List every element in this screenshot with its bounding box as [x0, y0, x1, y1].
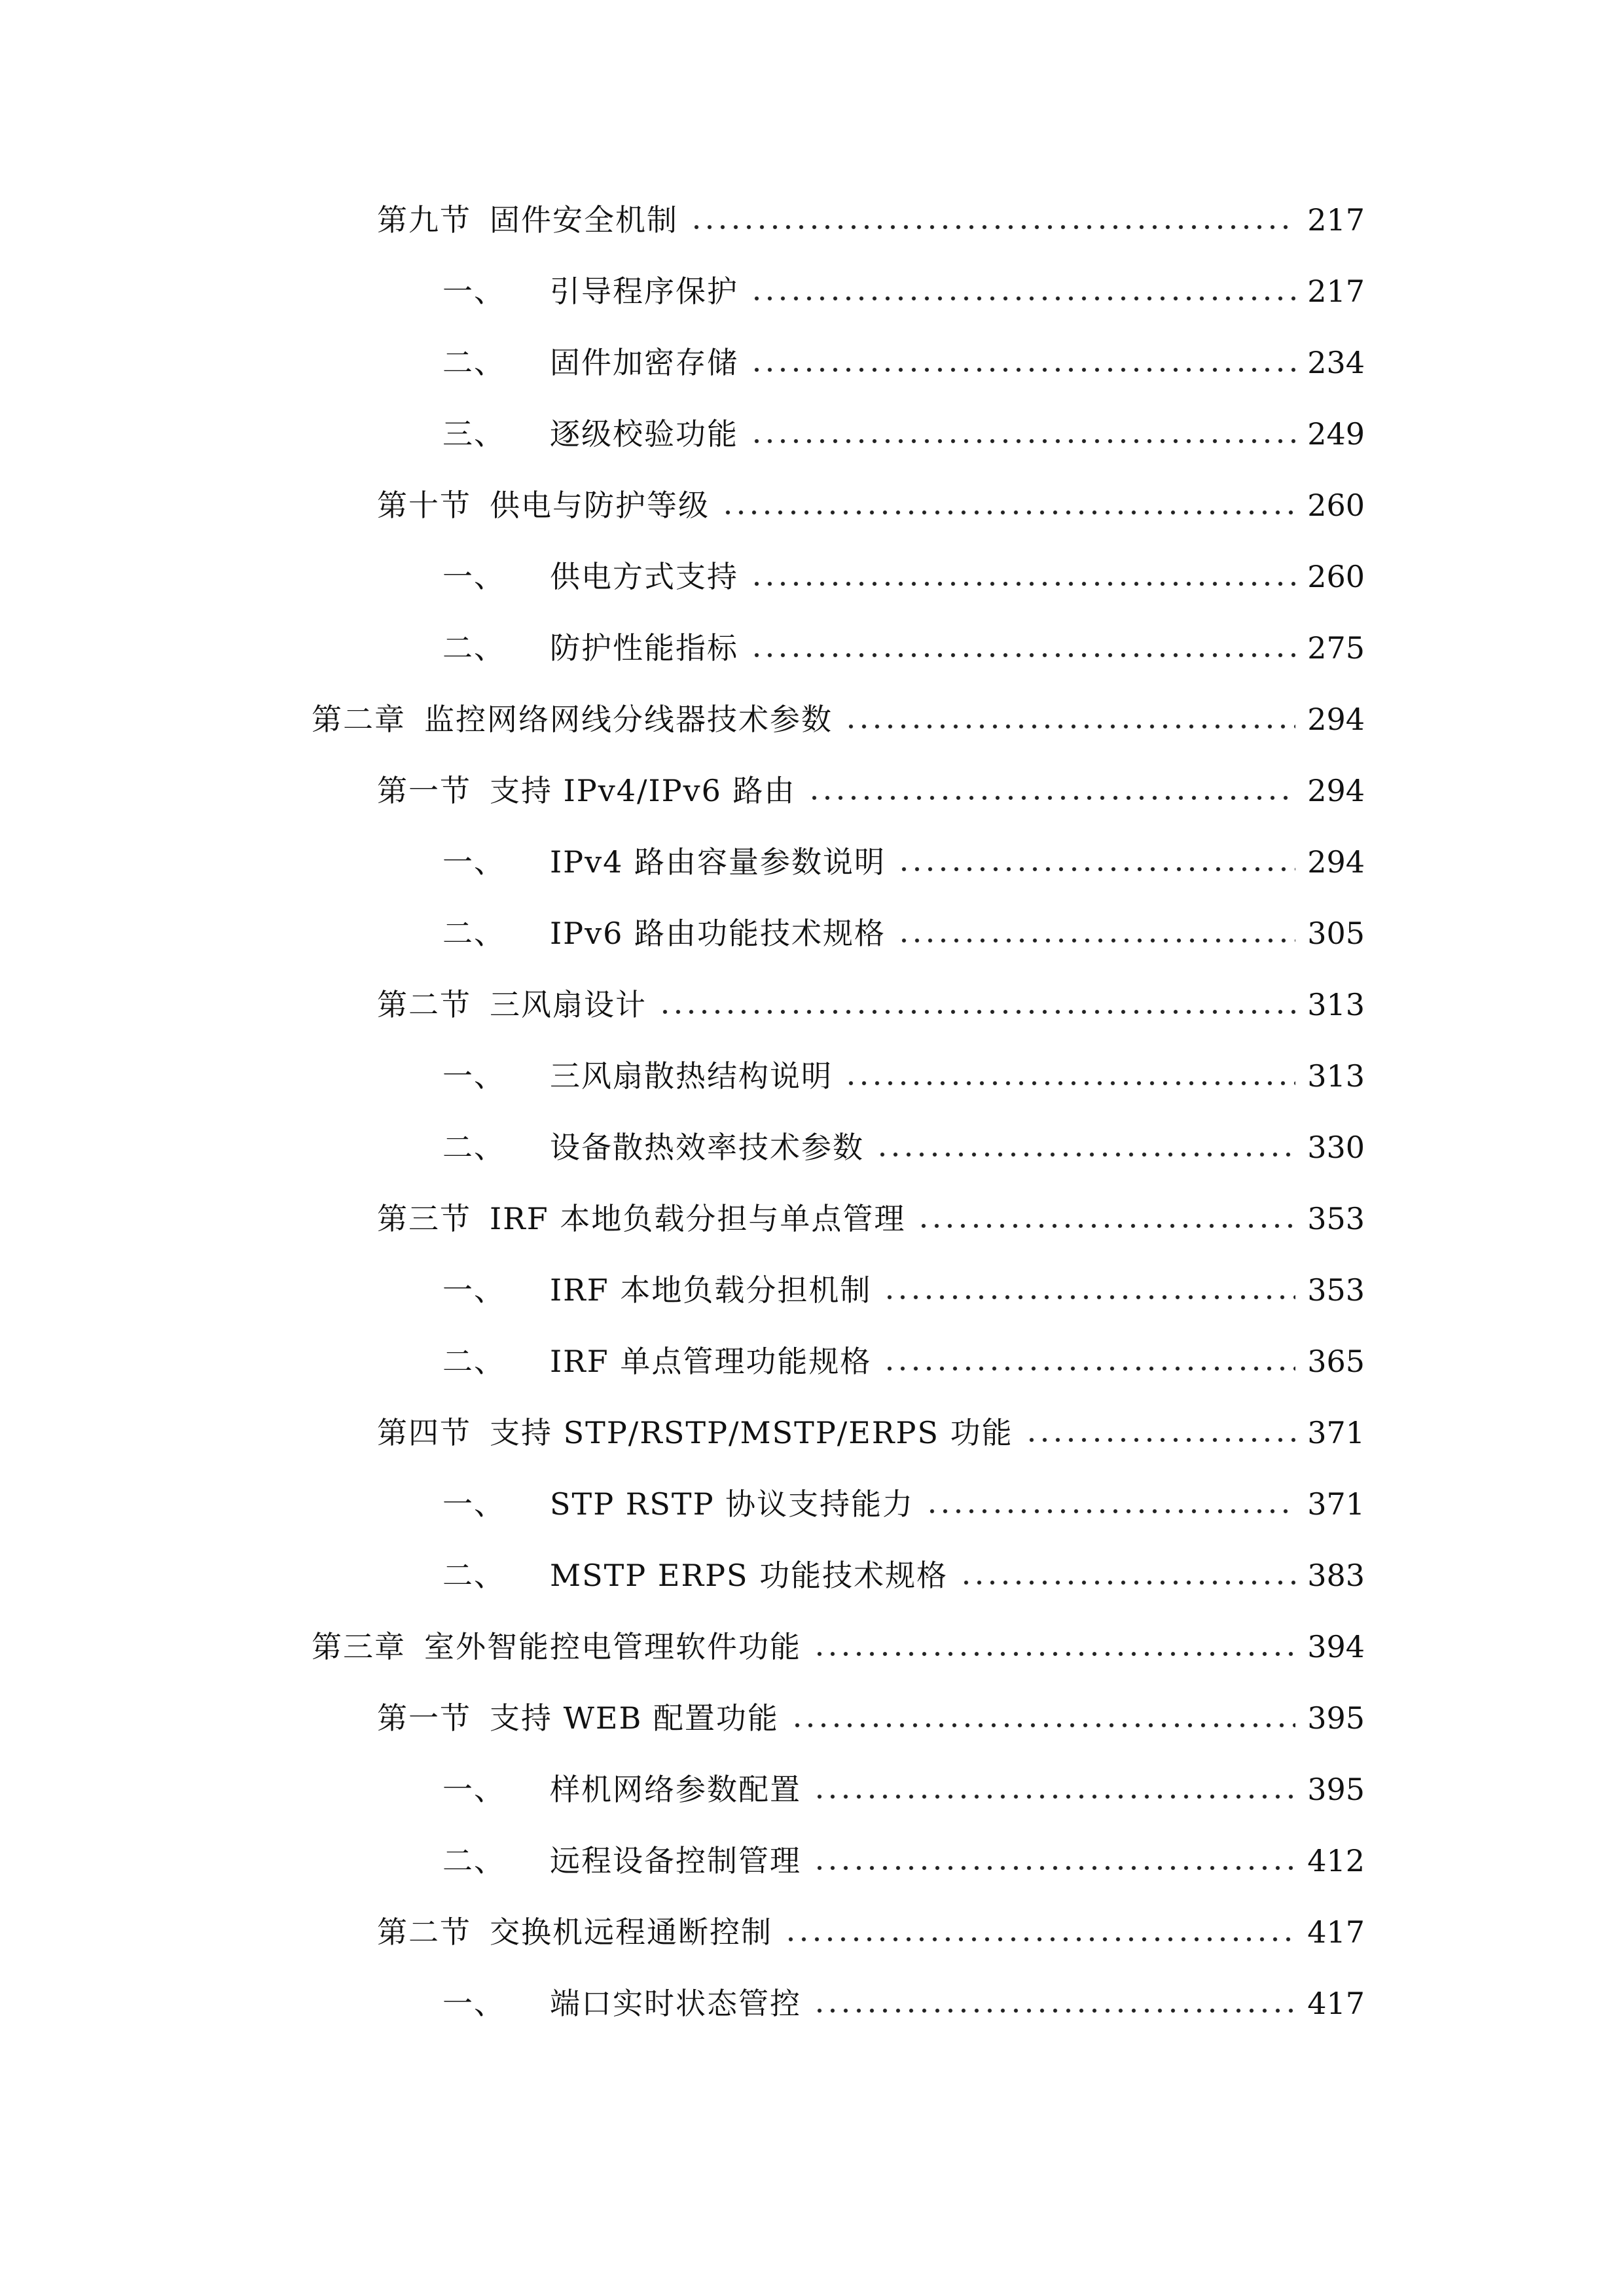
- toc-entry-title: STP RSTP 协议支持能力: [550, 1486, 914, 1522]
- toc-entry-number: 一、: [442, 1986, 505, 2021]
- toc-entry-label: [442, 408, 738, 460]
- toc-entry-page: 394: [1307, 1629, 1365, 1664]
- toc-entry-page: 313: [1307, 987, 1365, 1022]
- toc-entry[interactable]: [377, 1692, 1365, 1744]
- toc-entry-label: [442, 1121, 864, 1174]
- toc-entry-page: 395: [1307, 1700, 1365, 1736]
- toc-entry[interactable]: [442, 836, 1365, 888]
- toc-entry-title: 支持 WEB 配置功能: [490, 1700, 779, 1736]
- toc-entry[interactable]: [442, 1763, 1365, 1816]
- toc-entry-title: 供电方式支持: [550, 559, 738, 594]
- dot-leader: [883, 1294, 1295, 1300]
- toc-entry-number: 三、: [442, 416, 505, 452]
- toc-entry-page: 313: [1307, 1058, 1365, 1094]
- dot-leader: [883, 1365, 1295, 1372]
- toc-entry-page: 275: [1307, 630, 1365, 666]
- toc-entry[interactable]: [377, 194, 1365, 246]
- dot-leader: [784, 1936, 1295, 1943]
- toc-entry-page: 294: [1307, 773, 1365, 808]
- toc-entry-number: 第二节: [377, 987, 471, 1022]
- toc-entry-number: 二、: [442, 1130, 505, 1165]
- toc-entry[interactable]: [442, 408, 1365, 460]
- toc-entry-title: 防护性能指标: [550, 630, 738, 666]
- dot-leader: [813, 2007, 1295, 2014]
- toc-entry-page: 353: [1307, 1272, 1365, 1308]
- toc-entry-title: 三风扇设计: [490, 987, 647, 1022]
- toc-entry-label: [377, 1692, 779, 1744]
- toc-entry-page: 294: [1307, 702, 1365, 737]
- toc-entry-number: 二、: [442, 1558, 505, 1593]
- toc-entry-title: 支持 IPv4/IPv6 路由: [490, 773, 796, 808]
- toc-entry[interactable]: [377, 1407, 1365, 1459]
- toc-entry-page: 234: [1307, 345, 1365, 380]
- toc-entry-label: [442, 1549, 948, 1602]
- toc-entry-label: [377, 1906, 772, 1958]
- dot-leader: [844, 1080, 1295, 1086]
- toc-entry-page: 260: [1307, 559, 1365, 594]
- dot-leader: [750, 367, 1295, 373]
- dot-leader: [917, 1223, 1295, 1229]
- toc-entry-page: 353: [1307, 1201, 1365, 1236]
- toc-entry[interactable]: [312, 693, 1365, 745]
- toc-entry[interactable]: [442, 265, 1365, 317]
- toc-entry-label: [377, 1193, 905, 1245]
- toc-entry-title: 室外智能控电管理软件功能: [424, 1629, 801, 1664]
- toc-entry-title: 三风扇散热结构说明: [550, 1058, 833, 1094]
- toc-entry-label: [377, 479, 710, 531]
- toc-entry-label: [442, 1264, 871, 1316]
- toc-entry-title: MSTP ERPS 功能技术规格: [550, 1558, 948, 1593]
- toc-entry[interactable]: [442, 1549, 1365, 1602]
- dot-leader: [721, 509, 1295, 516]
- toc-entry[interactable]: [442, 1977, 1365, 2030]
- toc-entry-number: 一、: [442, 1486, 505, 1522]
- toc-entry-page: 249: [1307, 416, 1365, 452]
- dot-leader: [750, 652, 1295, 658]
- toc-entry-number: 二、: [442, 1843, 505, 1878]
- toc-entry-title: 端口实时状态管控: [550, 1986, 801, 2021]
- dot-leader: [844, 723, 1295, 730]
- toc-entry-title: IRF 本地负载分担与单点管理: [490, 1201, 906, 1236]
- toc-entry-number: 第二节: [377, 1914, 471, 1950]
- toc-entry-page: 412: [1307, 1843, 1365, 1878]
- toc-entry-title: 固件加密存储: [550, 345, 738, 380]
- toc-entry-page: 305: [1307, 916, 1365, 951]
- toc-entry-number: 第十节: [377, 488, 471, 523]
- dot-leader: [750, 438, 1295, 444]
- dot-leader: [750, 295, 1295, 302]
- toc-entry-label: [442, 907, 886, 960]
- toc-entry-page: 371: [1307, 1415, 1365, 1450]
- toc-entry-number: 一、: [442, 559, 505, 594]
- toc-entry[interactable]: [377, 479, 1365, 531]
- toc-entry-number: 一、: [442, 1058, 505, 1094]
- toc-entry-page: 330: [1307, 1130, 1365, 1165]
- toc-entry-title: 引导程序保护: [550, 274, 738, 309]
- toc-entry[interactable]: [377, 978, 1365, 1031]
- toc-entry-title: 设备散热效率技术参数: [550, 1130, 864, 1165]
- toc-entry-page: 365: [1307, 1344, 1365, 1379]
- dot-leader: [876, 1151, 1295, 1158]
- toc-entry[interactable]: [442, 622, 1365, 674]
- toc-entry-number: 第一节: [377, 1700, 471, 1736]
- dot-leader: [813, 1793, 1295, 1800]
- toc-entry-title: IRF 本地负载分担机制: [550, 1272, 872, 1308]
- toc-entry-label: [377, 978, 647, 1031]
- toc-entry-title: 样机网络参数配置: [550, 1772, 801, 1807]
- dot-leader: [813, 1651, 1295, 1657]
- toc-entry-label: [442, 1050, 833, 1102]
- dot-leader: [791, 1722, 1295, 1729]
- toc-entry-number: 二、: [442, 345, 505, 380]
- toc-entry-number: 一、: [442, 844, 505, 880]
- toc-entry[interactable]: [377, 764, 1365, 817]
- toc-entry-number: 第三章: [312, 1629, 406, 1664]
- dot-leader: [897, 937, 1295, 944]
- toc-entry-number: 第九节: [377, 202, 471, 238]
- toc-entry-title: IRF 单点管理功能规格: [550, 1344, 872, 1379]
- toc-entry-label: [312, 1621, 801, 1673]
- toc-entry-title: 支持 STP/RSTP/MSTP/ERPS 功能: [490, 1415, 1013, 1450]
- toc-entry-page: 383: [1307, 1558, 1365, 1593]
- toc-entry[interactable]: [442, 1335, 1365, 1388]
- toc-entry-page: 217: [1307, 274, 1365, 309]
- dot-leader: [808, 795, 1296, 801]
- toc-entry-page: 260: [1307, 488, 1365, 523]
- toc-entry[interactable]: [442, 1050, 1365, 1102]
- dot-leader: [813, 1865, 1295, 1871]
- toc-entry-label: [442, 1335, 871, 1388]
- toc-entry-page: 395: [1307, 1772, 1365, 1807]
- toc-entry-label: [442, 265, 738, 317]
- dot-leader: [926, 1508, 1295, 1515]
- toc-entry-number: 一、: [442, 1772, 505, 1807]
- toc-entry[interactable]: [442, 1121, 1365, 1174]
- toc-entry-label: [442, 1478, 914, 1530]
- toc-entry-number: 一、: [442, 1272, 505, 1308]
- toc-entry[interactable]: [442, 907, 1365, 960]
- toc-entry-number: 二、: [442, 630, 505, 666]
- toc-entry-page: 417: [1307, 1914, 1365, 1950]
- toc-entry[interactable]: [442, 550, 1365, 603]
- toc-entry-label: [442, 622, 738, 674]
- dot-leader: [750, 581, 1295, 587]
- toc-entry[interactable]: [312, 1621, 1365, 1673]
- dot-leader: [960, 1579, 1295, 1586]
- toc-entry-page: 417: [1307, 1986, 1365, 2021]
- toc-entry-title: 交换机远程通断控制: [490, 1914, 772, 1950]
- toc-entry-number: 第二章: [312, 702, 406, 737]
- toc-entry-page: 294: [1307, 844, 1365, 880]
- toc-entry-label: [442, 1763, 801, 1816]
- toc-entry-title: 固件安全机制: [490, 202, 678, 238]
- toc-entry-label: [377, 194, 678, 246]
- toc-entry-label: [442, 1835, 801, 1887]
- toc-entry-title: 逐级校验功能: [550, 416, 738, 452]
- dot-leader: [1025, 1437, 1296, 1443]
- toc-entry-number: 第三节: [377, 1201, 471, 1236]
- toc-entry-page: 217: [1307, 202, 1365, 238]
- toc-entry-label: [442, 550, 738, 603]
- toc-entry-title: IPv4 路由容量参数说明: [550, 844, 886, 880]
- toc-entry-label: [312, 693, 833, 745]
- toc-entry[interactable]: [442, 336, 1365, 389]
- toc-entry-number: 二、: [442, 1344, 505, 1379]
- toc-entry-number: 第四节: [377, 1415, 471, 1450]
- toc-entry[interactable]: [442, 1478, 1365, 1530]
- toc-entry[interactable]: [442, 1835, 1365, 1887]
- dot-leader: [690, 224, 1295, 230]
- toc-entry-number: 一、: [442, 274, 505, 309]
- dot-leader: [897, 866, 1295, 872]
- toc-entry-title: 远程设备控制管理: [550, 1843, 801, 1878]
- toc-entry-number: 第一节: [377, 773, 471, 808]
- toc-entry-label: [442, 336, 738, 389]
- toc-entry-label: [377, 1407, 1013, 1459]
- toc-entry[interactable]: [442, 1264, 1365, 1316]
- toc-entry-number: 二、: [442, 916, 505, 951]
- toc-entry[interactable]: [377, 1193, 1365, 1245]
- toc-entry-page: 371: [1307, 1486, 1365, 1522]
- toc-entry-label: [377, 764, 796, 817]
- dot-leader: [659, 1009, 1295, 1015]
- toc-entry-title: 监控网络网线分线器技术参数: [424, 702, 833, 737]
- toc-entry-label: [442, 836, 886, 888]
- toc-entry-label: [442, 1977, 801, 2030]
- toc-entry-title: 供电与防护等级: [490, 488, 710, 523]
- toc-entry[interactable]: [377, 1906, 1365, 1958]
- toc-entry-title: IPv6 路由功能技术规格: [550, 916, 886, 951]
